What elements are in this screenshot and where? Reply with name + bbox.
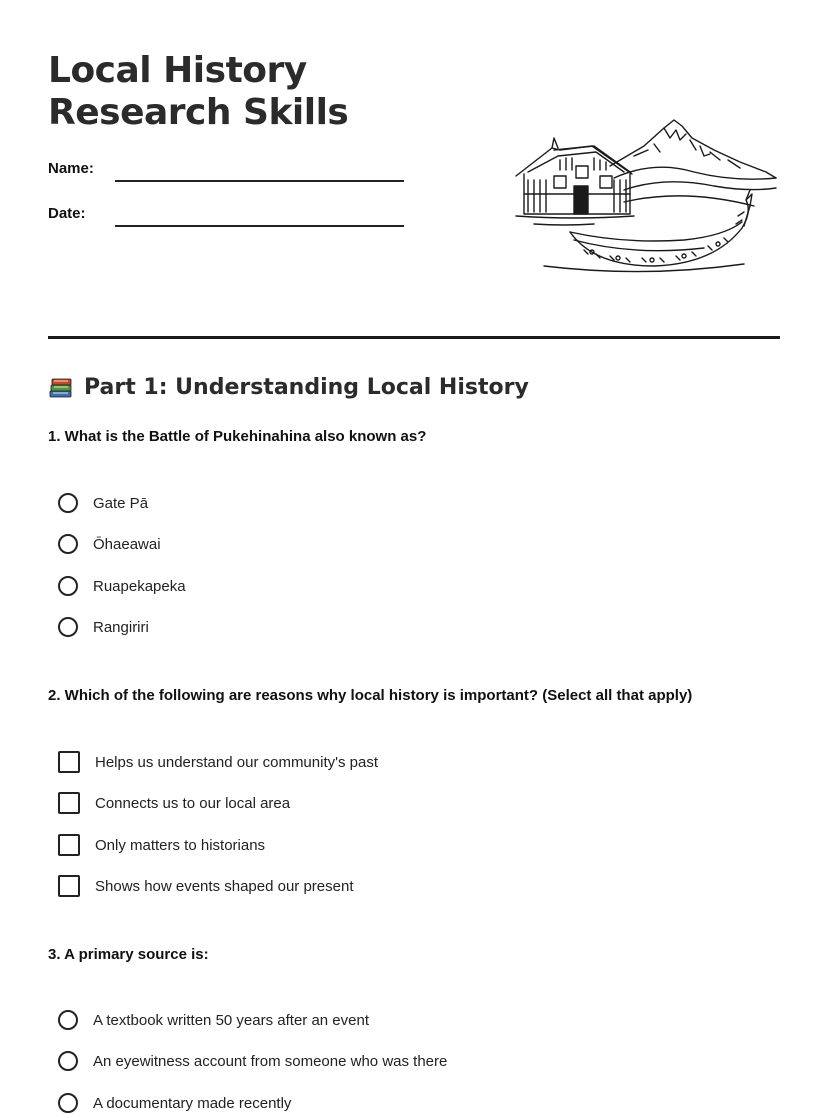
question-3: 3. A primary source is: bbox=[48, 946, 209, 963]
radio-button[interactable] bbox=[58, 1051, 78, 1071]
option-label: A documentary made recently bbox=[93, 1094, 292, 1112]
date-label: Date: bbox=[48, 205, 86, 222]
option-label: Connects us to our local area bbox=[95, 794, 291, 812]
q3-option-3[interactable] bbox=[58, 1091, 291, 1115]
radio-button[interactable] bbox=[58, 534, 78, 554]
q3-option-1[interactable] bbox=[58, 1008, 369, 1032]
radio-button[interactable] bbox=[58, 617, 78, 637]
books-icon bbox=[48, 374, 74, 400]
checkbox[interactable] bbox=[58, 834, 80, 856]
q2-option-2[interactable] bbox=[58, 791, 290, 815]
option-label: Shows how events shaped our present bbox=[95, 877, 354, 895]
q1-option-3[interactable] bbox=[58, 574, 186, 598]
name-field[interactable] bbox=[48, 160, 408, 190]
q1-option-1[interactable] bbox=[58, 491, 148, 515]
option-label: Ōhaeawai bbox=[93, 535, 161, 553]
name-label: Name: bbox=[48, 160, 94, 177]
question-1: 1. What is the Battle of Pukehinahina also known as? bbox=[48, 428, 427, 445]
q1-option-2[interactable] bbox=[58, 532, 161, 556]
radio-button[interactable] bbox=[58, 1093, 78, 1113]
q2-option-1[interactable] bbox=[58, 750, 378, 774]
checkbox[interactable] bbox=[58, 751, 80, 773]
name-line[interactable] bbox=[115, 180, 404, 182]
option-label: Rangiriri bbox=[93, 618, 149, 636]
option-label: Helps us understand our community's past bbox=[95, 753, 379, 771]
q2-option-4[interactable] bbox=[58, 874, 354, 898]
q2-option-3[interactable] bbox=[58, 833, 265, 857]
radio-button[interactable] bbox=[58, 576, 78, 596]
option-label: Gate Pā bbox=[93, 494, 149, 512]
option-label: Ruapekapeka bbox=[93, 577, 186, 595]
option-label: An eyewitness account from someone who was there bbox=[93, 1052, 448, 1070]
option-label: A textbook written 50 years after an event bbox=[93, 1011, 369, 1029]
section-divider bbox=[48, 336, 780, 339]
date-field[interactable] bbox=[48, 205, 408, 235]
radio-button[interactable] bbox=[58, 1010, 78, 1030]
section-heading-text: Part 1: Understanding Local History bbox=[84, 374, 529, 400]
q3-option-2[interactable] bbox=[58, 1049, 447, 1073]
checkbox[interactable] bbox=[58, 875, 80, 897]
checkbox[interactable] bbox=[58, 792, 80, 814]
q1-option-4[interactable] bbox=[58, 615, 149, 639]
marae-mountain-waka-illustration bbox=[514, 116, 778, 278]
section-heading-part-1 bbox=[48, 374, 529, 400]
option-label: Only matters to historians bbox=[95, 836, 266, 854]
date-line[interactable] bbox=[115, 225, 404, 227]
question-2: 2. Which of the following are reasons why local history is important? (Select all that apply) bbox=[48, 687, 693, 704]
radio-button[interactable] bbox=[58, 493, 78, 513]
page-title: Local History Research Skills bbox=[48, 50, 349, 133]
